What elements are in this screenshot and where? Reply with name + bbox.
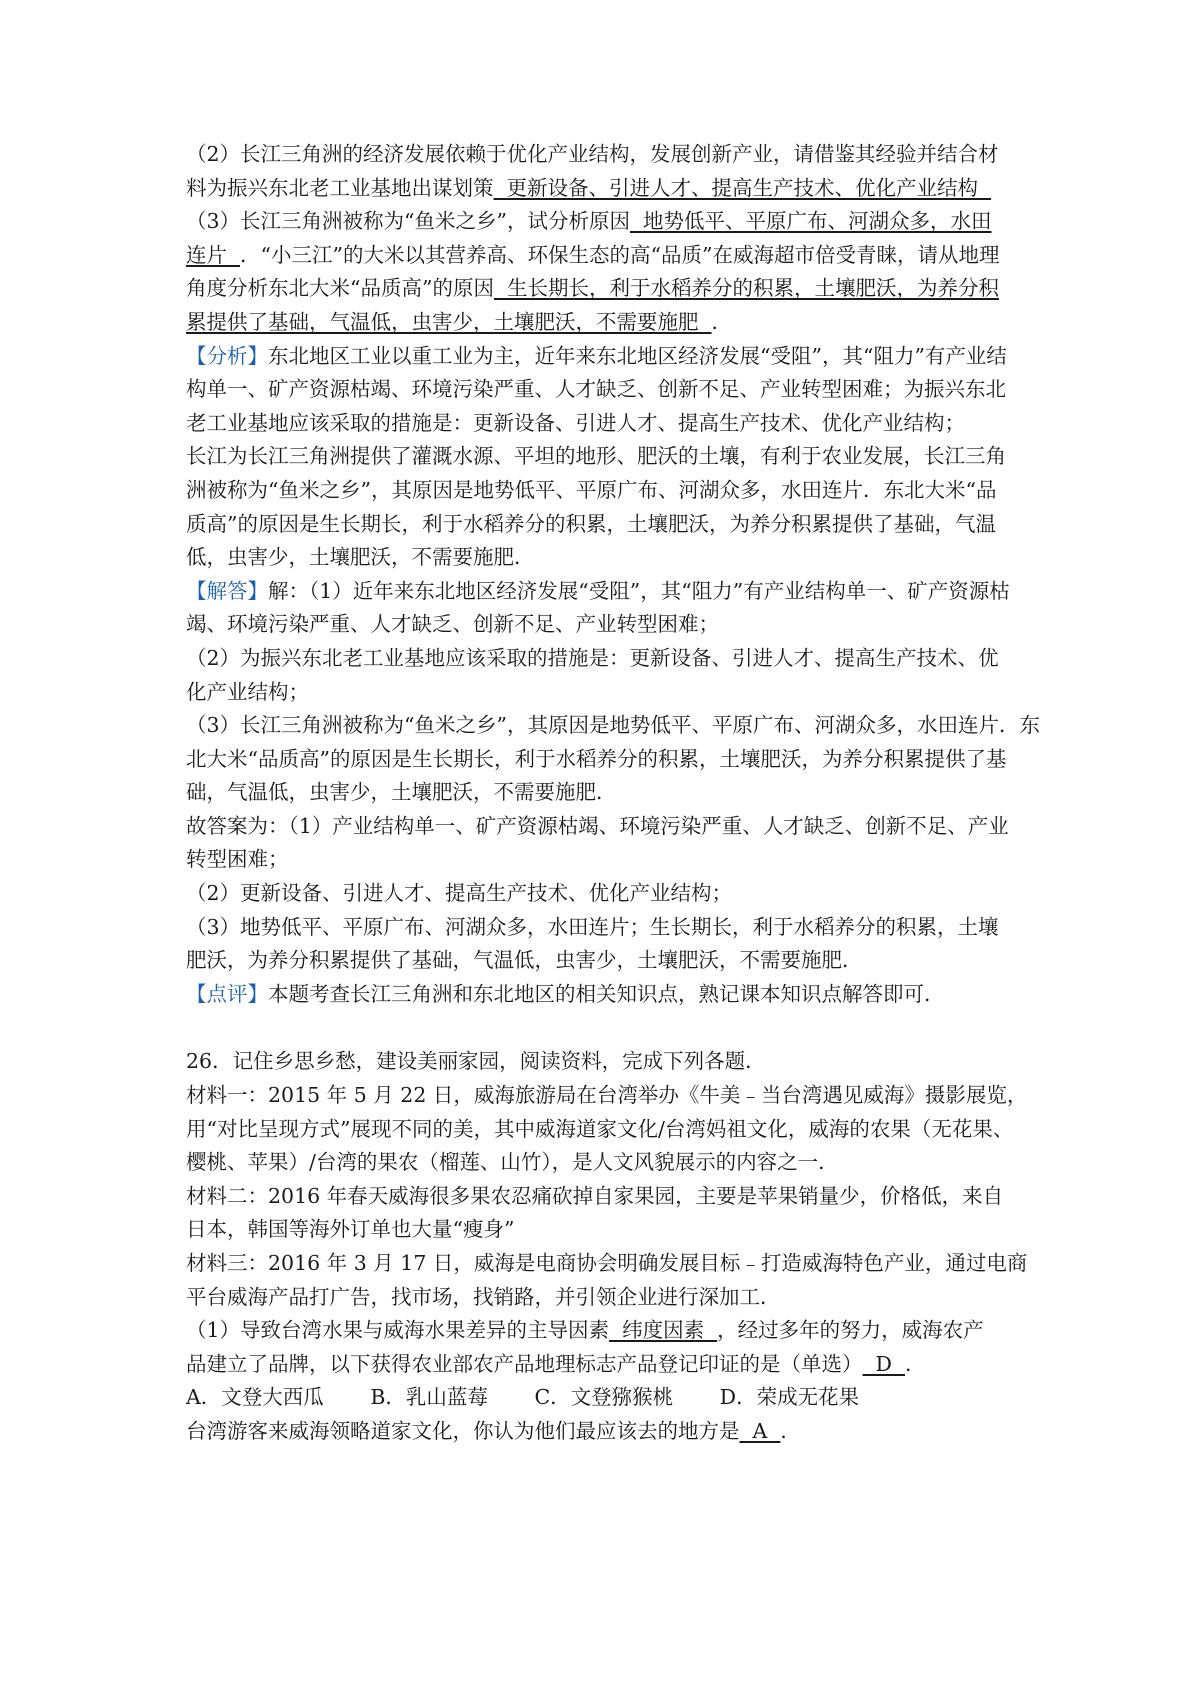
analysis-tag: 【分析】 — [186, 343, 268, 368]
material-1-line-3: 樱桃、苹果）/台湾的果农（榴莲、山竹），是人文风貌展示的内容之一． — [186, 1150, 839, 1175]
document-page — [186, 138, 1041, 1449]
answer-blank: 更新设备、引进人才、提高生产技术、优化产业结构 — [493, 175, 992, 200]
analysis-line-2: 构单一、矿产资源枯竭、环境污染严重、人才缺乏、创新不足、产业转型困难；为振兴东北 — [186, 377, 1006, 402]
material-2-line-2: 日本，韩国等海外订单也大量“瘦身” — [186, 1217, 515, 1242]
question-2-line-2: 料为振兴东北老工业基地出谋划策 更新设备、引进人才、提高生产技术、优化产业结构 — [186, 175, 992, 200]
answer-line-12: 肥沃，为养分积累提供了基础，气温低，虫害少，土壤肥沃，不需要施肥． — [186, 948, 863, 973]
material-2-line-1: 材料二：2016 年春天威海很多果农忍痛砍掉自家果园，主要是苹果销量少，价格低，来自 — [186, 1183, 1004, 1208]
answer-blank: 累提供了基础，气温低，虫害少，土壤肥沃，不需要施肥 — [186, 309, 712, 334]
question-3-line-3: 角度分析东北大米“品质高”的原因 生长期长，利于水稻养分的积累，土壤肥沃，为养分积 — [186, 276, 999, 301]
sub-question-1-line-3: 台湾游客来威海领略道家文化，你认为他们最应该去的地方是 A ． — [186, 1418, 801, 1443]
analysis-line-6: 质高”的原因是生长期长，利于水稻养分的积累，土壤肥沃，为养分积累提供了基础，气温 — [186, 511, 996, 536]
answer-line-11: （3）地势低平、平原广布、河湖众多，水田连片；生长期长，利于水稻养分的积累，土壤 — [186, 914, 999, 939]
question-2-line-1: （2）长江三角洲的经济发展依赖于优化产业结构，发展创新产业，请借鉴其经验并结合材 — [186, 142, 999, 166]
material-1-line-1: 材料一：2015 年 5 月 22 日，威海旅游局在台湾举办《牛美﹣当台湾遇见威海》摄影展览， — [186, 1083, 1028, 1108]
options-row — [186, 1381, 1026, 1415]
question-3-line-4: 累提供了基础，气温低，虫害少，土壤肥沃，不需要施肥 ． — [186, 309, 733, 334]
comment-tag: 【点评】 — [186, 981, 268, 1006]
answer-line-1: 【解答】解：（1）近年来东北地区经济发展“受阻”，其“阻力”有产业结构单一、矿产资源枯 — [186, 578, 1010, 603]
answer-blank: 生长期长，利于水稻养分的积累，土壤肥沃，为养分积 — [493, 276, 999, 301]
answer-blank: 连片 — [186, 242, 241, 267]
answer-line-7: 础，气温低，虫害少，土壤肥沃，不需要施肥． — [186, 780, 617, 805]
answer-line-3: （2）为振兴东北老工业基地应该采取的措施是：更新设备、引进人才、提高生产技术、优 — [186, 645, 999, 670]
option-b: B．乳山蓝莓 — [370, 1385, 488, 1410]
answer-line-6: 北大米“品质高”的原因是生长期长，利于水稻养分的积累，土壤肥沃，为养分积累提供了基 — [186, 746, 1007, 771]
answer-line-5: （3）长江三角洲被称为“鱼米之乡”，其原因是地势低平、平原广布、河湖众多，水田连片．东 — [186, 713, 1041, 738]
option-c: C．文登猕猴桃 — [534, 1385, 674, 1410]
analysis-line-3: 老工业基地应该采取的措施是：更新设备、引进人才、提高生产技术、优化产业结构； — [186, 410, 965, 435]
answer-line-2: 竭、环境污染严重、人才缺乏、创新不足、产业转型困难； — [186, 612, 719, 637]
answer-blank: 纬度因素 — [609, 1318, 718, 1343]
answer-tag: 【解答】 — [186, 578, 268, 603]
question-3-line-1: （3）长江三角洲被称为“鱼米之乡”，试分析原因 地势低平、平原广布、河湖众多，水田 — [186, 209, 992, 234]
material-1-line-2: 用“对比呈现方式”展现不同的美，其中威海道家文化/台湾妈祖文化，威海的农果（无花果、 — [186, 1116, 1014, 1141]
option-d: D．荣成无花果 — [719, 1385, 860, 1410]
answer-blank: 地势低平、平原广布、河湖众多，水田 — [630, 209, 992, 234]
answer-blank: A — [739, 1418, 781, 1443]
analysis-line-1: 【分析】东北地区工业以重工业为主，近年来东北地区经济发展“受阻”，其“阻力”有产业结 — [186, 343, 1007, 368]
material-3-line-1: 材料三：2016 年 3 月 17 日，威海是电商协会明确发展目标﹣打造威海特色产业，通过电商 — [186, 1251, 1028, 1275]
answer-blank: D — [862, 1351, 906, 1376]
answer-line-8: 故答案为：（1）产业结构单一、矿产资源枯竭、环境污染严重、人才缺乏、创新不足、产业 — [186, 813, 1009, 838]
analysis-line-5: 洲被称为“鱼米之乡”，其原因是地势低平、平原广布、河湖众多，水田连片．东北大米“品 — [186, 477, 997, 502]
answer-line-4: 化产业结构； — [186, 679, 309, 704]
question-26-title: 26．记住乡思乡愁，建设美丽家园，阅读资料，完成下列各题． — [186, 1049, 766, 1074]
question-3-line-2: 连片 ．“小三江”的大米以其营养高、环保生态的高“品质”在威海超市倍受青睐，请从地理 — [186, 242, 1000, 267]
answer-line-9: 转型困难； — [186, 847, 289, 872]
answer-line-10: （2）更新设备、引进人才、提高生产技术、优化产业结构； — [186, 881, 733, 906]
comment-line: 【点评】本题考查长江三角洲和东北地区的相关知识点，熟记课本知识点解答即可． — [186, 981, 945, 1006]
analysis-line-7: 低，虫害少，土壤肥沃，不需要施肥． — [186, 545, 535, 570]
sub-question-1-line-2: 品建立了品牌，以下获得农业部农产品地理标志产品登记印证的是（单选） D ． — [186, 1351, 926, 1376]
section-gap — [186, 1011, 1026, 1045]
analysis-line-4: 长江为长江三角洲提供了灌溉水源、平坦的地形、肥沃的土壤，有利于农业发展，长江三角 — [186, 444, 1006, 469]
material-3-line-2: 平台威海产品打广告，找市场，找销路，并引领企业进行深加工． — [186, 1284, 781, 1309]
option-a: A．文登大西瓜 — [186, 1385, 324, 1410]
sub-question-1-line-1: （1）导致台湾水果与威海水果差异的主导因素 纬度因素 ，经过多年的努力，威海农产 — [186, 1318, 984, 1343]
